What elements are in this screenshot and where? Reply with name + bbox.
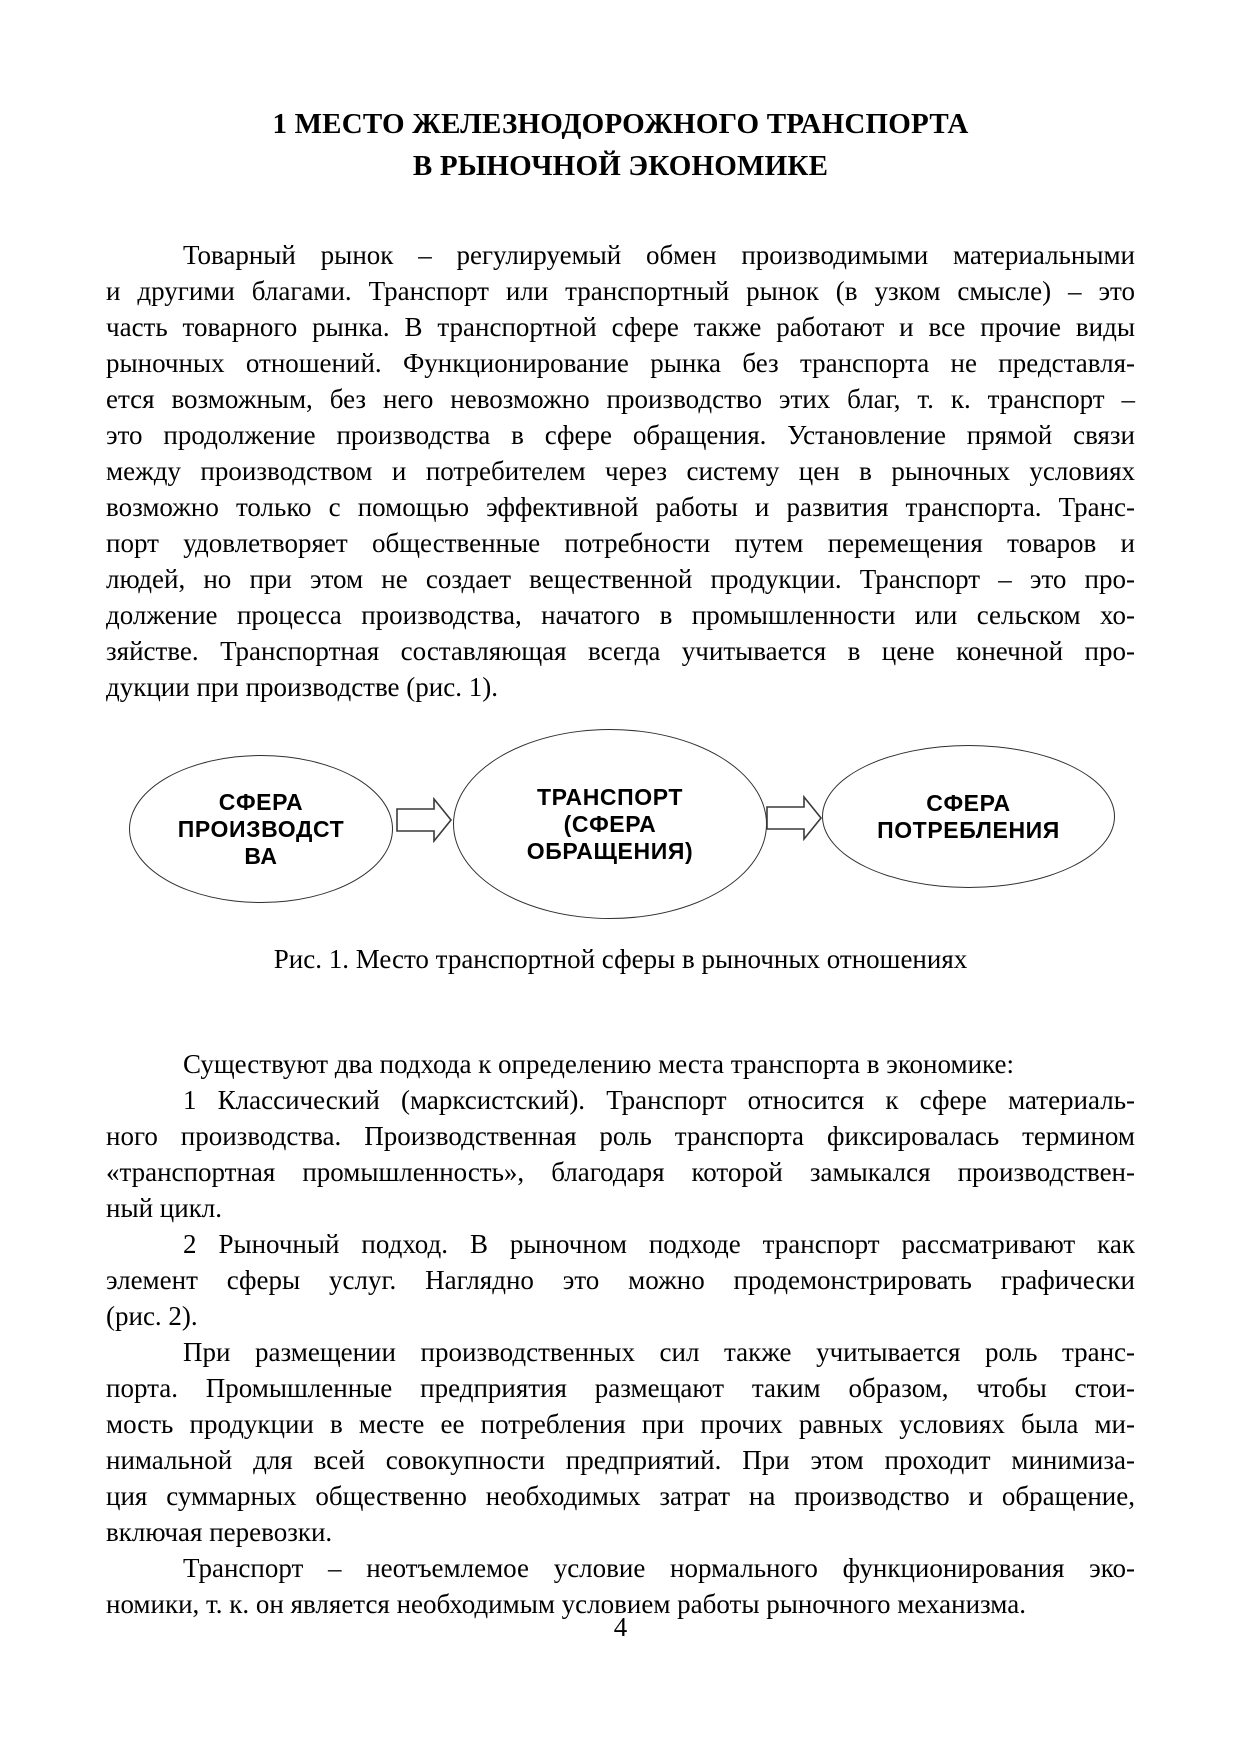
text-line: порт удовлетворяет общественные потребности путем перемещения товаров и <box>106 528 1135 558</box>
ellipse-label-line: ПРОИЗВОДСТ <box>177 815 345 842</box>
right-arrow-icon <box>766 795 823 841</box>
text-line: (рис. 2). <box>106 1301 198 1331</box>
text-line: возможно только с помощью эффективной работы и развития транспорта. Транс- <box>106 492 1135 522</box>
paragraph <box>106 1226 1135 1334</box>
text-line: «транспортная промышленность», благодаря которой замыкался производствен- <box>106 1157 1135 1187</box>
text-line: между производством и потребителем через систему цен в рыночных условиях <box>106 456 1135 486</box>
figure-caption: Рис. 1. Место транспортной сферы в рыночных отношениях <box>273 944 968 974</box>
ellipse-label-line: (СФЕРА <box>563 810 657 837</box>
section-title <box>106 103 1135 187</box>
text-line: Товарный рынок – регулируемый обмен производимыми материальными <box>183 240 1135 270</box>
body-text <box>106 1046 1135 1622</box>
text-line: Транспорт – неотъемлемое условие нормального функционирования эко- <box>183 1553 1135 1583</box>
text-line: Существуют два подхода к определению места транспорта в экономике: <box>183 1049 1014 1079</box>
text-line: нимальной для всей совокупности предприятий. При этом проходит минимиза- <box>106 1445 1135 1475</box>
page-number: 4 <box>613 1612 628 1642</box>
paragraph <box>106 1082 1135 1226</box>
text-line: элемент сферы услуг. Наглядно это можно продемонстрировать графически <box>106 1265 1135 1295</box>
text-line: 1 Классический (марксистский). Транспорт относится к сфере материаль- <box>183 1085 1135 1115</box>
section-title-line: В РЫНОЧНОЙ ЭКОНОМИКЕ <box>412 150 829 182</box>
paragraph <box>106 1046 1135 1082</box>
text-line: 2 Рыночный подход. В рыночном подходе транспорт рассматривают как <box>183 1229 1135 1259</box>
ellipse-label-line: ВА <box>244 842 278 869</box>
text-line: При размещении производственных сил также учитывается роль транс- <box>183 1337 1135 1367</box>
text-line: людей, но при этом не создает вещественной продукции. Транспорт – это про- <box>106 564 1135 594</box>
text-line: ного производства. Производственная роль транспорта фиксировалась термином <box>106 1121 1135 1151</box>
text-line: ция суммарных общественно необходимых затрат на производство и обращение, <box>106 1481 1135 1511</box>
text-line: зяйстве. Транспортная составляющая всегда учитывается в цене конечной про- <box>106 636 1135 666</box>
ellipse-sphere-of-production <box>129 755 393 903</box>
ellipse-label-line: ТРАНСПОРТ <box>536 783 684 810</box>
text-line: ный цикл. <box>106 1193 223 1223</box>
section-title-line: 1 МЕСТО ЖЕЛЕЗНОДОРОЖНОГО ТРАНСПОРТА <box>272 108 969 140</box>
text-line: мость продукции в месте ее потребления при прочих равных условиях была ми- <box>106 1409 1135 1439</box>
right-arrow-icon <box>396 797 453 843</box>
ellipse-label-line: СФЕРА <box>926 789 1011 816</box>
text-line: дукции при производстве (рис. 1). <box>106 672 498 702</box>
ellipse-label-line: ПОТРЕБЛЕНИЯ <box>877 816 1060 843</box>
text-line: часть товарного рынка. В транспортной сфере также работают и все прочие виды <box>106 312 1135 342</box>
ellipse-transport-sphere-of-circulation <box>453 729 767 919</box>
ellipse-sphere-of-consumption <box>822 745 1115 888</box>
paragraph <box>106 1334 1135 1550</box>
text-line: включая перевозки. <box>106 1517 333 1547</box>
ellipse-label-line: СФЕРА <box>218 788 304 815</box>
text-line: порта. Промышленные предприятия размещают таким образом, чтобы стои- <box>106 1373 1135 1403</box>
text-line: ется возможным, без него невозможно производство этих благ, т. к. транспорт – <box>106 384 1135 414</box>
text-line: рыночных отношений. Функционирование рынка без транспорта не представля- <box>106 348 1135 378</box>
paragraph <box>106 237 1135 705</box>
text-line: и другими благами. Транспорт или транспортный рынок (в узком смысле) – это <box>106 276 1135 306</box>
ellipse-label-line: ОБРАЩЕНИЯ) <box>526 837 694 864</box>
text-line: номики, т. к. он является необходимым условием работы рыночного механизма. <box>106 1589 1026 1619</box>
text-line: должение процесса производства, начатого в промышленности или сельском хо- <box>106 600 1135 630</box>
text-line: это продолжение производства в сфере обращения. Установление прямой связи <box>106 420 1135 450</box>
